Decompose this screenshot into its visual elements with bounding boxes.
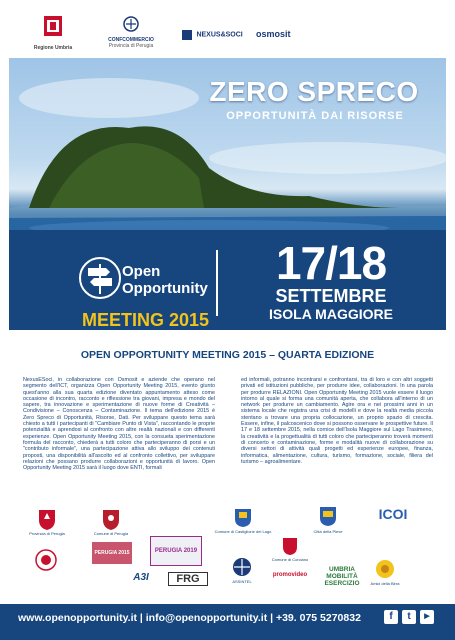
partner-citta-pieve: Città della Pieve (305, 504, 351, 534)
open-opportunity-logo-text (122, 263, 208, 297)
top-logo-bar (0, 0, 455, 58)
youtube-icon[interactable]: ▶ (420, 610, 434, 624)
partner-amici-birra: Amici della Birra (368, 558, 402, 586)
partner-seal (30, 548, 62, 573)
nexus-soci-label: NEXUS&SOCI (196, 31, 243, 39)
confcommercio-label: CONFCOMMERCIO (108, 37, 154, 43)
partner-icoi: ICOI (378, 506, 408, 522)
regione-umbria-label: Regione Umbria (33, 45, 73, 51)
hero-title: ZERO SPRECO (209, 76, 419, 107)
nexus-soci-logo (182, 26, 254, 46)
banner-divider (216, 250, 218, 316)
partner-umbria-mobilita: UMBRIA MOBILITÀ ESERCIZIO (324, 566, 360, 587)
partner-a3i: A3I (133, 572, 149, 583)
partner-provincia-perugia: Provincia di Perugia (22, 508, 72, 536)
event-month: SETTEMBRE (275, 286, 387, 306)
event-dates: 17/18 (275, 237, 387, 289)
partner-comune-perugia: Comune di Perugia (86, 508, 136, 536)
open-line: Open (122, 263, 161, 280)
regione-umbria-logo (22, 14, 84, 52)
edition-heading: OPEN OPPORTUNITY MEETING 2015 – QUARTA EDIZIONE (80, 349, 375, 361)
signpost-icon (78, 256, 122, 300)
facebook-icon[interactable]: f (384, 610, 398, 624)
partner-comune-corciano: Comune di Corciano (262, 536, 318, 562)
partner-assintel: ASSINTEL (222, 556, 262, 584)
twitter-icon[interactable]: t (402, 610, 416, 624)
partner-logos (0, 496, 455, 604)
osmosit-label: osmosit (256, 29, 291, 39)
body-column-left: NexusESoci, in collaborazione con Osmosit e aziende che operano nel segmento dell'ICT, organizza Open Opportunity Meeting 2015, evento giunto quest'anno alla sua quarta edizione diventato appuntamento atteso come occasione di incontro, racconto e riflessione tra giovani, impresa e mondo del sapere, tra innovazione e sperimentazione di nuove forme di Creatività – Condivisione – Conoscenza – Contaminazione. Il tema dell'edizione 2015 è Zero Spreco di Opportunità, Risorse, Dati. Per sviluppare questo tema sarà chiesto a tutti i partecipanti di "Cambiare Punto di Vista", raccontando le proprie potenzialità e aprendosi al confronto con altre realtà nazionali e con differenti esperienze. Open Opportunity Meeting 2015, con la consueta sperimentazione formula del racconto, chiederà a tutti coloro che parteciperanno di porsi e un "contributo informale", una partecipazione attiva allo sviluppo dei contenuti proposti, una disponibilità all'ascolto ed al confronto collettivo, per sviluppare relazioni che possano produrre collaborazioni e opportunità di lavoro. Open Opportunity Meeting 2015 sarà il luogo dove ENTI, formali (23, 377, 215, 472)
partner-promovideo: promovideo (272, 572, 308, 578)
event-place: ISOLA MAGGIORE (269, 306, 393, 322)
footer-contacts[interactable]: www.openopportunity.it | info@openopportunity.it | +39. 075 5270832 (18, 612, 361, 624)
opportunity-line: Opportunity (122, 280, 208, 297)
confcommercio-sub: Provincia di Perugia (108, 43, 154, 49)
partner-frg: FRG (168, 572, 208, 586)
osmosit-logo (256, 24, 316, 44)
partner-perugia-2015: PERUGIA 2015 (92, 542, 132, 564)
partner-perugia-2019: PERUGIA 2019 (150, 536, 202, 566)
confcommercio-logo (95, 16, 167, 54)
partner-comune-castiglione: Comune di Castiglione del Lago (214, 506, 272, 534)
hero-subtitle: OPPORTUNITÀ DAI RISORSE (226, 110, 404, 122)
body-column-right: ed informali, potranno incontrarsi e confrontarsi, tra di loro e con altri soggetti privati ed istituzioni pubbliche, per produrre idee, collaborazioni. In una parola per produrre RELAZIONI. Open Opportunity Meeting 2015 vuole essere il luogo intorno al quale si forma una comunità aperta, che collabora all'interno di un network per produrre un cambiamento. Agire ora e nei prossimi anni in un sistema locale che registra una crisi di modelli e dove la realtà media piccola stentano a trovare una propria collocazione, un proprio spazio di crescita. Essere, infine, il palcoscenico dove si possono osservare le prospettive future. Il 17 e 18 settembre 2015, nella cornice dell'Isola Maggiore sul Lago Trasimeno, la creatività e la progettualità di tutti coloro che parteciperanno troverà momenti di concerto e contaminazione, forme e modalità nuove di collaborazione su diversi settori di attività quali progetti ed esperienze europee, finanza, informatica, alimentazione, cultura, turismo, formazione, sociale, filiera del turismo – agroalimentare. (241, 377, 433, 465)
meeting-label: MEETING 2015 (82, 310, 210, 330)
